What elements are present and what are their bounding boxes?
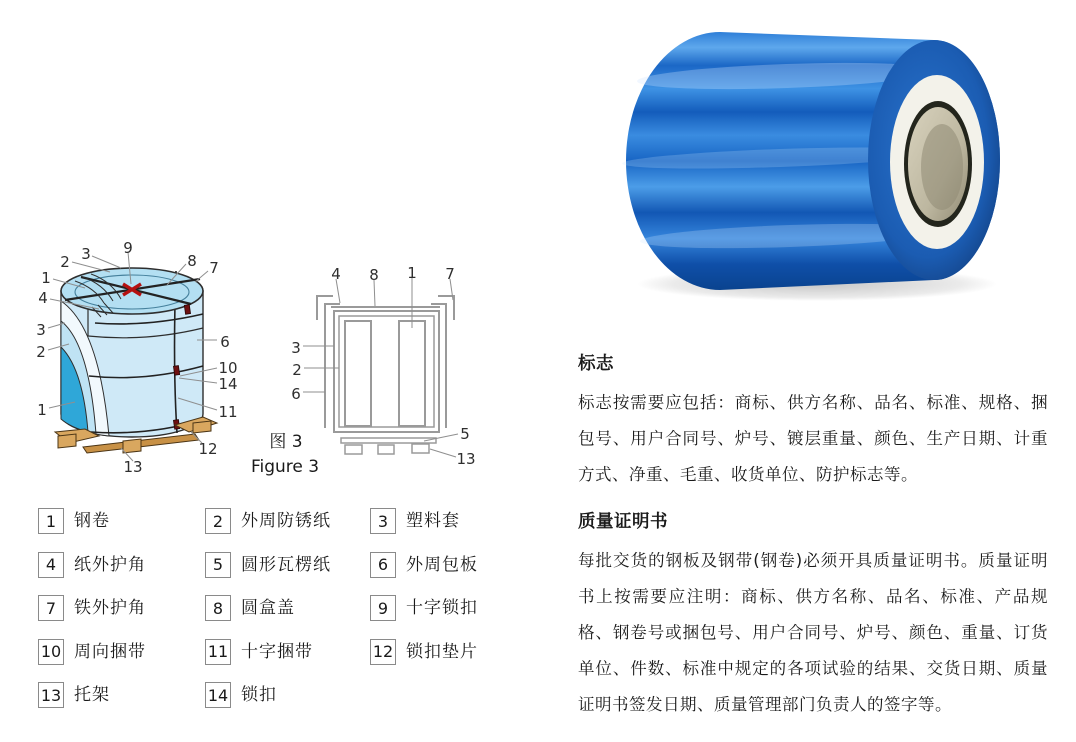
label-2b: 2: [36, 343, 46, 361]
coil-section-right: [399, 321, 425, 426]
label-4: 4: [38, 289, 48, 307]
legend-item-3: [370, 508, 538, 552]
legend-label: 圆盒盖: [241, 598, 295, 619]
legend-num: 6: [370, 552, 396, 578]
figure-caption: [240, 430, 330, 480]
legend-item-1: [38, 508, 205, 552]
parts-legend: [38, 508, 538, 726]
coil-package-cylinder: [61, 268, 203, 437]
rustproof-paper-rect: [339, 316, 434, 427]
label-14: 14: [218, 375, 238, 393]
label-8: 8: [369, 266, 379, 284]
corrugated-pad: [341, 438, 436, 443]
coil-core-inner-shade: [921, 124, 963, 210]
packaged-coil-3d-diagram: [25, 235, 250, 485]
coil-photo-group: [622, 32, 1000, 301]
label-2: 2: [60, 253, 70, 271]
section-certificate-heading: 质量证明书: [578, 512, 668, 532]
legend-label: 钢卷: [74, 511, 110, 531]
label-5: 5: [460, 425, 470, 443]
legend-item-7: [38, 595, 205, 639]
legend-item-6: [370, 552, 538, 596]
legend-num: 7: [38, 595, 64, 621]
section-marking-heading: 标志: [578, 354, 614, 374]
legend-item-9: [370, 595, 538, 639]
legend-label: 托架: [74, 685, 110, 706]
section-certificate-body: 每批交货的钢板及钢带(钢卷)必须开具质量证明书。质量证明书上按需要应注明：商标、供方名称、品名、标准、产品规格、钢卷号或捆包号、用户合同号、炉号、颜色、重量、订货单位、件数、标准中规定的各项试验的结果、交货日期、质量证明书签发日期、质量管理部门负责人的签字等。: [578, 551, 1048, 714]
legend-item-4: [38, 552, 205, 596]
figure-caption-en: Figure 3: [250, 457, 320, 477]
label-7: 7: [209, 259, 219, 277]
legend-num: 3: [370, 508, 396, 534]
legend-num: 13: [38, 682, 64, 708]
legend-num: 4: [38, 552, 64, 578]
legend-item-14: [205, 682, 370, 726]
legend-num: 1: [38, 508, 64, 534]
section-quality-certificate: [578, 508, 1048, 723]
plastic-sleeve-rect: [334, 311, 439, 432]
legend-num: 9: [370, 595, 396, 621]
pallet-foot-center: [378, 445, 394, 454]
label-10: 10: [218, 359, 238, 377]
label-12: 12: [198, 440, 218, 458]
legend-item-13: [38, 682, 205, 726]
legend-num: 5: [205, 552, 231, 578]
label-3: 3: [81, 245, 91, 263]
legend-label: 外周包板: [406, 554, 478, 575]
legend-item-2: [205, 508, 370, 552]
label-13: 13: [123, 458, 143, 476]
legend-item-12: [370, 639, 538, 683]
blue-steel-coil-photo: [612, 8, 1024, 308]
figure-caption-zh: 图 3: [269, 432, 303, 452]
legend-label: 铁外护角: [74, 598, 146, 619]
label-13: 13: [456, 450, 476, 468]
legend-label: 周向捆带: [74, 641, 146, 662]
label-7: 7: [445, 265, 455, 283]
label-8: 8: [187, 252, 197, 270]
legend-num: 12: [370, 639, 396, 665]
legend-num: 11: [205, 639, 231, 665]
label-1b: 1: [37, 401, 47, 419]
legend-num: 14: [205, 682, 231, 708]
coil-section-left: [345, 321, 371, 426]
legend-item-10: [38, 639, 205, 683]
section-marking-body: 标志按需要应包括：商标、供方名称、品名、标准、规格、捆包号、用户合同号、炉号、镀层重量、颜色、生产日期、计重方式、净重、毛重、收货单位、防护标志等。: [578, 393, 1048, 484]
legend-label: 圆形瓦楞纸: [241, 554, 331, 575]
legend-label: 十字锁扣: [406, 598, 478, 619]
legend-label: 外周防锈纸: [241, 511, 331, 531]
label-2: 2: [292, 361, 302, 379]
label-6: 6: [291, 385, 301, 403]
legend-item-5: [205, 552, 370, 596]
label-3b: 3: [36, 321, 46, 339]
label-4: 4: [331, 265, 341, 283]
legend-item-8: [205, 595, 370, 639]
label-9: 9: [123, 239, 133, 257]
legend-label: 塑料套: [406, 511, 460, 531]
cross-section-outline: [317, 296, 454, 454]
pallet-foot-right: [412, 444, 429, 453]
label-3: 3: [291, 339, 301, 357]
section-marking: [578, 350, 1048, 493]
label-6: 6: [220, 333, 230, 351]
legend-label: 十字捆带: [241, 641, 313, 662]
legend-label: 纸外护角: [74, 554, 146, 575]
legend-num: 2: [205, 508, 231, 534]
legend-item-11: [205, 639, 370, 683]
label-1: 1: [407, 264, 417, 282]
legend-num: 8: [205, 595, 231, 621]
label-11: 11: [218, 403, 238, 421]
label-1: 1: [41, 269, 51, 287]
legend-num: 10: [38, 639, 64, 665]
legend-label: 锁扣: [241, 685, 277, 706]
pallet-foot-left: [345, 445, 362, 454]
legend-label: 锁扣垫片: [406, 641, 478, 662]
